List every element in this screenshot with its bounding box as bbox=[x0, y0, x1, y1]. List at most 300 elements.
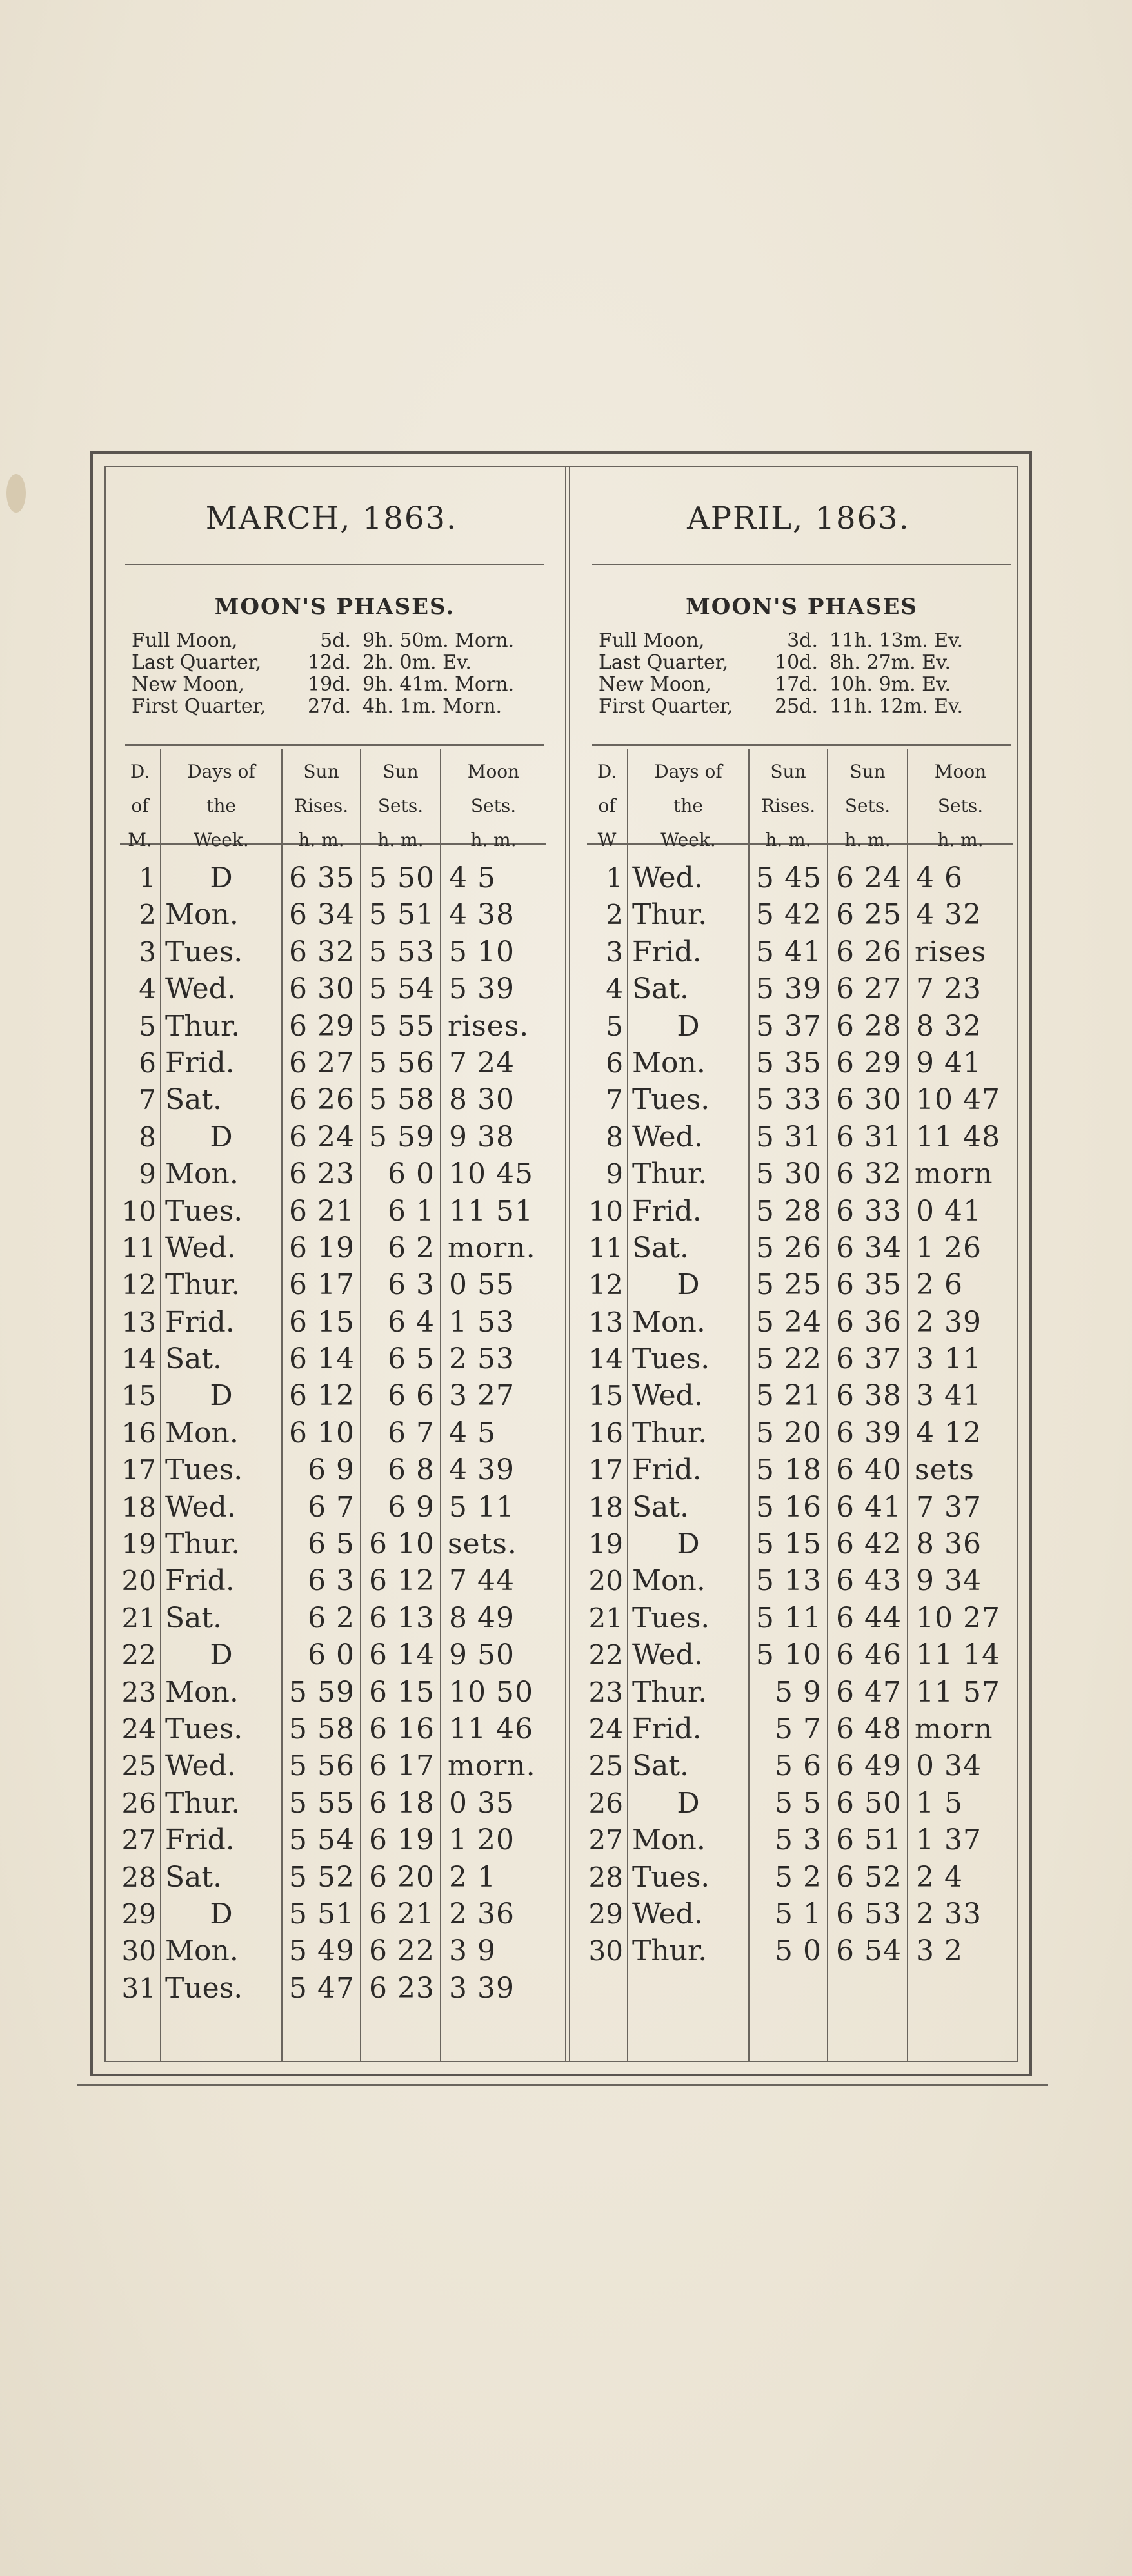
moon-set-time: morn. bbox=[448, 1231, 536, 1264]
sun-set-time: 6 20 bbox=[369, 1860, 435, 1894]
moon-set-time: 9 34 bbox=[916, 1564, 982, 1598]
day-number: 15 bbox=[121, 1380, 156, 1412]
weekday: D bbox=[677, 1528, 700, 1561]
moon-set-time: 2 53 bbox=[449, 1342, 515, 1376]
sun-rise-time: 5 11 bbox=[756, 1601, 822, 1635]
weekday: D bbox=[210, 861, 233, 894]
moon-set-time: 2 33 bbox=[916, 1897, 982, 1931]
weekday: D bbox=[677, 1268, 700, 1302]
phase-time: 8h. 27m. Ev. bbox=[829, 651, 951, 674]
sun-rise-time: 5 33 bbox=[756, 1083, 822, 1117]
moon-set-time: 8 30 bbox=[449, 1083, 515, 1117]
sun-rise-time: 6 34 bbox=[289, 898, 355, 932]
sun-rise-time-column bbox=[283, 845, 361, 2061]
sun-rise-time: 5 24 bbox=[756, 1305, 822, 1339]
sun-set-time: 6 6 bbox=[388, 1379, 435, 1413]
header-line: the bbox=[206, 795, 236, 816]
moon-set-time: 3 41 bbox=[916, 1379, 982, 1413]
day-number: 28 bbox=[121, 1861, 156, 1893]
header-line: Week. bbox=[660, 829, 716, 850]
sun-set-time: 6 33 bbox=[836, 1194, 902, 1228]
sun-set-time: 5 51 bbox=[369, 898, 435, 932]
sun-rise-time: 5 25 bbox=[756, 1268, 822, 1302]
day-number: 15 bbox=[588, 1380, 623, 1412]
almanac-frame bbox=[90, 451, 1032, 2076]
day-number: 10 bbox=[121, 1195, 156, 1227]
weekday-header bbox=[628, 749, 750, 850]
day-number: 12 bbox=[121, 1269, 156, 1301]
header-line: h. m. bbox=[765, 829, 811, 850]
sun-rise-time: 5 41 bbox=[756, 935, 822, 968]
moon-set-time: rises. bbox=[448, 1009, 530, 1043]
weekday: Thur. bbox=[632, 1157, 708, 1191]
page-bottom-rule bbox=[77, 2084, 1048, 2086]
sun-set-time: 6 46 bbox=[836, 1638, 902, 1672]
moon-set-time: 4 32 bbox=[916, 898, 982, 932]
moon-set-time: 1 20 bbox=[449, 1824, 515, 1857]
sun-rise-time: 5 31 bbox=[756, 1120, 822, 1154]
sun-rise-time: 5 49 bbox=[289, 1934, 355, 1968]
weekday: Thur. bbox=[632, 1675, 708, 1709]
day-number-column bbox=[120, 845, 161, 2061]
sun-set-time: 5 50 bbox=[369, 861, 435, 894]
calendar-table bbox=[120, 749, 546, 2061]
sun-rise-time: 5 3 bbox=[775, 1824, 822, 1857]
moon-set-time: 0 55 bbox=[449, 1268, 515, 1302]
moon-set-time: 5 10 bbox=[449, 935, 515, 968]
sun-set-time: 6 42 bbox=[836, 1528, 902, 1561]
moon-set-time: 10 47 bbox=[916, 1083, 1000, 1117]
moon-set-time: 9 38 bbox=[449, 1120, 515, 1154]
sun-sets-header bbox=[828, 749, 908, 850]
day-number: 20 bbox=[588, 1565, 623, 1597]
weekday: Wed. bbox=[632, 1638, 703, 1672]
moon-set-time: 11 48 bbox=[916, 1120, 1000, 1154]
moon-set-time: 3 11 bbox=[916, 1342, 982, 1376]
sun-set-time: 6 50 bbox=[836, 1786, 902, 1820]
weekday: Tues. bbox=[165, 1453, 243, 1487]
phase-name: Last Quarter, bbox=[132, 651, 262, 674]
header-line: Moon bbox=[934, 761, 987, 782]
weekday: Tues. bbox=[632, 1860, 710, 1894]
sun-set-time: 6 1 bbox=[388, 1194, 435, 1228]
weekday: Wed. bbox=[165, 1231, 236, 1264]
weekday: Tues. bbox=[165, 1712, 243, 1745]
sun-set-time: 6 21 bbox=[369, 1897, 435, 1931]
month-april bbox=[573, 467, 1024, 2061]
sun-set-time: 6 14 bbox=[369, 1638, 435, 1672]
day-number: 27 bbox=[588, 1824, 623, 1856]
moon-set-time: 10 45 bbox=[449, 1157, 533, 1191]
day-number: 28 bbox=[588, 1861, 623, 1893]
paper-stain bbox=[6, 474, 26, 513]
sun-rise-time: 6 0 bbox=[308, 1638, 355, 1672]
weekday: Wed. bbox=[632, 1897, 703, 1931]
weekday: Sat. bbox=[165, 1601, 223, 1635]
header-line: of bbox=[598, 795, 616, 816]
phase-day: 25d. bbox=[775, 695, 818, 718]
moon-set-time: 7 37 bbox=[916, 1490, 982, 1524]
moon-set-time: 11 51 bbox=[449, 1194, 533, 1228]
day-number: 6 bbox=[606, 1047, 623, 1079]
weekday: Sat. bbox=[632, 972, 690, 1006]
weekday: Frid. bbox=[165, 1305, 235, 1339]
sun-rise-time: 6 32 bbox=[289, 935, 355, 968]
sun-rise-time: 6 2 bbox=[308, 1601, 355, 1635]
day-number: 3 bbox=[139, 936, 156, 968]
sun-rise-time: 5 51 bbox=[289, 1897, 355, 1931]
day-number: 7 bbox=[606, 1084, 623, 1116]
moon-set-time: morn bbox=[915, 1712, 993, 1745]
sun-set-time: 6 54 bbox=[836, 1934, 902, 1968]
phase-day: 5d. bbox=[320, 629, 351, 652]
sun-set-time: 6 3 bbox=[388, 1268, 435, 1302]
weekday: Thur. bbox=[632, 1416, 708, 1450]
header-line: M. bbox=[128, 829, 152, 850]
sun-set-time: 6 24 bbox=[836, 861, 902, 894]
sun-rise-time: 6 14 bbox=[289, 1342, 355, 1376]
weekday: Mon. bbox=[632, 1046, 706, 1079]
moon-set-time: 0 34 bbox=[916, 1749, 982, 1783]
sun-set-time: 6 18 bbox=[369, 1786, 435, 1820]
sun-set-time: 5 54 bbox=[369, 972, 435, 1006]
weekday: Wed. bbox=[165, 1490, 236, 1524]
sun-set-time: 6 27 bbox=[836, 972, 902, 1006]
day-number: 24 bbox=[588, 1713, 623, 1745]
weekday: Sat. bbox=[632, 1231, 690, 1264]
sun-rise-time: 6 19 bbox=[289, 1231, 355, 1264]
sun-set-time: 6 10 bbox=[369, 1528, 435, 1561]
day-number: 9 bbox=[139, 1158, 156, 1190]
moon-set-time-column bbox=[908, 845, 1013, 2061]
weekday: Mon. bbox=[632, 1824, 706, 1857]
day-of-month-header bbox=[587, 749, 628, 850]
weekday: Thur. bbox=[165, 1009, 241, 1043]
sun-set-time: 6 52 bbox=[836, 1860, 902, 1894]
sun-rise-time: 5 21 bbox=[756, 1379, 822, 1413]
day-number: 9 bbox=[606, 1158, 623, 1190]
sun-rise-time: 5 9 bbox=[775, 1675, 822, 1709]
phase-day: 27d. bbox=[308, 695, 351, 718]
sun-set-time: 5 55 bbox=[369, 1009, 435, 1043]
weekday: Sat. bbox=[165, 1860, 223, 1894]
sun-set-time: 6 40 bbox=[836, 1453, 902, 1487]
phase-name: New Moon, bbox=[132, 673, 244, 696]
phase-day: 3d. bbox=[787, 629, 818, 652]
day-number: 8 bbox=[606, 1121, 623, 1153]
day-number: 2 bbox=[139, 899, 156, 931]
weekday: Thur. bbox=[165, 1268, 241, 1302]
day-number: 22 bbox=[588, 1639, 623, 1671]
sun-set-time: 6 5 bbox=[388, 1342, 435, 1376]
day-number: 19 bbox=[588, 1528, 623, 1560]
sun-rise-time: 6 15 bbox=[289, 1305, 355, 1339]
header-line: the bbox=[673, 795, 703, 816]
weekday: Frid. bbox=[632, 1194, 702, 1228]
sun-set-time: 6 31 bbox=[836, 1120, 902, 1154]
weekday: Frid. bbox=[165, 1046, 235, 1079]
moon-set-time: 1 37 bbox=[916, 1824, 982, 1857]
day-number: 4 bbox=[139, 973, 156, 1005]
moon-set-time: 7 44 bbox=[449, 1564, 515, 1598]
day-number: 29 bbox=[588, 1898, 623, 1930]
weekday: Tues. bbox=[632, 1601, 710, 1635]
header-line: W bbox=[597, 829, 617, 850]
moon-phase-row bbox=[592, 652, 1011, 674]
weekday: Wed. bbox=[165, 1749, 236, 1783]
phase-time: 9h. 41m. Morn. bbox=[362, 673, 515, 696]
phase-name: Full Moon, bbox=[132, 629, 238, 652]
month-title: APRIL, 1863. bbox=[687, 500, 910, 536]
moon-set-time: 8 32 bbox=[916, 1009, 982, 1043]
sun-set-time: 6 44 bbox=[836, 1601, 902, 1635]
phase-name: First Quarter, bbox=[132, 695, 266, 718]
phase-name: Full Moon, bbox=[599, 629, 705, 652]
sun-set-time: 6 51 bbox=[836, 1824, 902, 1857]
sun-rise-time: 5 7 bbox=[775, 1712, 822, 1745]
moon-set-time: 2 4 bbox=[916, 1860, 963, 1894]
weekday: D bbox=[677, 1786, 700, 1820]
sun-set-time: 6 35 bbox=[836, 1268, 902, 1302]
header-line: Sets. bbox=[937, 795, 984, 816]
weekday: D bbox=[210, 1120, 233, 1154]
phase-time: 11h. 13m. Ev. bbox=[829, 629, 964, 652]
sun-set-time: 6 9 bbox=[388, 1490, 435, 1524]
sun-rise-time: 6 10 bbox=[289, 1416, 355, 1450]
moon-set-time: 4 5 bbox=[449, 861, 496, 894]
day-number: 6 bbox=[139, 1047, 156, 1079]
sun-rise-time: 5 56 bbox=[289, 1749, 355, 1783]
sun-rise-time: 5 39 bbox=[756, 972, 822, 1006]
moon-set-time: 0 41 bbox=[916, 1194, 982, 1228]
header-line: Sun bbox=[303, 761, 339, 782]
sun-rise-time: 5 1 bbox=[775, 1897, 822, 1931]
sun-rise-time: 6 12 bbox=[289, 1379, 355, 1413]
day-number: 24 bbox=[121, 1713, 156, 1745]
weekday: D bbox=[677, 1009, 700, 1043]
moon-set-time: 1 53 bbox=[449, 1305, 515, 1339]
sun-rise-time: 5 28 bbox=[756, 1194, 822, 1228]
title-rule bbox=[125, 564, 544, 565]
day-number: 29 bbox=[121, 1898, 156, 1930]
moon-set-time: 9 50 bbox=[449, 1638, 515, 1672]
weekday-header bbox=[161, 749, 283, 850]
moon-phase-row bbox=[592, 696, 1011, 718]
sun-rise-time: 5 2 bbox=[775, 1860, 822, 1894]
table-body bbox=[587, 845, 1013, 2061]
header-line: h. m. bbox=[844, 829, 891, 850]
day-number: 21 bbox=[588, 1602, 623, 1634]
moon-phase-row bbox=[592, 630, 1011, 652]
moon-phases-box bbox=[592, 573, 1011, 746]
header-line: Rises. bbox=[293, 795, 349, 816]
day-number: 25 bbox=[121, 1750, 156, 1782]
sun-sets-header bbox=[361, 749, 441, 850]
table-body bbox=[120, 845, 546, 2061]
sun-set-time: 6 43 bbox=[836, 1564, 902, 1598]
sun-rise-time: 5 47 bbox=[289, 1971, 355, 2005]
moon-phase-row bbox=[125, 674, 544, 696]
moon-set-time: 4 6 bbox=[916, 861, 963, 894]
sun-set-time: 6 15 bbox=[369, 1675, 435, 1709]
sun-rise-time: 5 0 bbox=[775, 1934, 822, 1968]
phase-day: 17d. bbox=[775, 673, 818, 696]
weekday: Frid. bbox=[165, 1564, 235, 1598]
phase-name: Last Quarter, bbox=[599, 651, 729, 674]
sun-rise-time: 5 30 bbox=[756, 1157, 822, 1191]
header-line: Sets. bbox=[844, 795, 891, 816]
sun-set-time: 6 30 bbox=[836, 1083, 902, 1117]
weekday: Mon. bbox=[165, 1157, 239, 1191]
sun-rise-time: 6 26 bbox=[289, 1083, 355, 1117]
header-line: Moon bbox=[467, 761, 520, 782]
calendar-table bbox=[587, 749, 1013, 2061]
moon-phases-heading: MOON'S PHASES bbox=[686, 594, 918, 620]
sun-rise-time: 6 7 bbox=[308, 1490, 355, 1524]
moon-set-time: 10 27 bbox=[916, 1601, 1000, 1635]
header-line: h. m. bbox=[298, 829, 344, 850]
sun-set-time: 6 16 bbox=[369, 1712, 435, 1745]
weekday: Frid. bbox=[632, 1712, 702, 1745]
moon-set-time: 7 24 bbox=[449, 1046, 515, 1079]
sun-set-time: 6 0 bbox=[388, 1157, 435, 1191]
weekday: Tues. bbox=[632, 1083, 710, 1117]
sun-set-time: 6 8 bbox=[388, 1453, 435, 1487]
sun-rise-time: 5 26 bbox=[756, 1231, 822, 1264]
sun-rise-time: 5 20 bbox=[756, 1416, 822, 1450]
day-number: 26 bbox=[588, 1787, 623, 1819]
weekday: Tues. bbox=[165, 1971, 243, 2005]
sun-set-time: 6 25 bbox=[836, 898, 902, 932]
day-number: 18 bbox=[588, 1491, 623, 1523]
sun-rise-time: 5 37 bbox=[756, 1009, 822, 1043]
sun-set-time: 6 34 bbox=[836, 1231, 902, 1264]
sun-set-time: 6 7 bbox=[388, 1416, 435, 1450]
weekday: Sat. bbox=[165, 1342, 223, 1376]
moon-set-time: sets bbox=[915, 1453, 975, 1487]
month-title: MARCH, 1863. bbox=[205, 500, 458, 536]
header-line: h. m. bbox=[937, 829, 984, 850]
weekday: Mon. bbox=[165, 1416, 239, 1450]
sun-rise-time: 6 17 bbox=[289, 1268, 355, 1302]
day-number: 31 bbox=[121, 1972, 156, 2004]
day-number: 30 bbox=[588, 1935, 623, 1967]
moon-set-time: sets. bbox=[448, 1528, 517, 1561]
day-number: 8 bbox=[139, 1121, 156, 1153]
moon-set-time: 0 35 bbox=[449, 1786, 515, 1820]
almanac-inner-frame bbox=[104, 466, 1018, 2062]
sun-set-time: 6 39 bbox=[836, 1416, 902, 1450]
header-line: Sun bbox=[770, 761, 806, 782]
sun-rise-time: 6 9 bbox=[308, 1453, 355, 1487]
weekday: Frid. bbox=[165, 1824, 235, 1857]
moon-phases-box bbox=[125, 573, 544, 746]
header-line: D. bbox=[130, 761, 150, 782]
phase-time: 9h. 50m. Morn. bbox=[362, 629, 515, 652]
header-line: of bbox=[131, 795, 149, 816]
center-divider bbox=[565, 467, 570, 2061]
day-number: 26 bbox=[121, 1787, 156, 1819]
sun-set-time: 6 38 bbox=[836, 1379, 902, 1413]
moon-phase-row bbox=[125, 696, 544, 718]
month-march bbox=[106, 467, 557, 2061]
moon-set-time: 11 14 bbox=[916, 1638, 1000, 1672]
day-number: 5 bbox=[139, 1010, 156, 1042]
sun-rise-time: 6 21 bbox=[289, 1194, 355, 1228]
day-number: 23 bbox=[121, 1676, 156, 1708]
sun-rise-time: 5 10 bbox=[756, 1638, 822, 1672]
sun-set-time: 6 32 bbox=[836, 1157, 902, 1191]
sun-rise-time: 5 16 bbox=[756, 1490, 822, 1524]
day-of-month-header bbox=[120, 749, 161, 850]
weekday: Mon. bbox=[165, 898, 239, 932]
weekday: Wed. bbox=[165, 972, 236, 1006]
weekday: Sat. bbox=[165, 1083, 223, 1117]
day-number: 18 bbox=[121, 1491, 156, 1523]
day-number: 13 bbox=[121, 1306, 156, 1338]
header-line: Week. bbox=[194, 829, 249, 850]
day-number: 2 bbox=[606, 899, 623, 931]
phase-name: First Quarter, bbox=[599, 695, 733, 718]
sun-rise-time: 6 29 bbox=[289, 1009, 355, 1043]
sun-set-time: 6 41 bbox=[836, 1490, 902, 1524]
moon-set-time: 1 26 bbox=[916, 1231, 982, 1264]
day-number: 17 bbox=[588, 1454, 623, 1486]
day-number: 11 bbox=[588, 1232, 623, 1264]
moon-set-time-column bbox=[441, 845, 546, 2061]
sun-rise-time: 5 55 bbox=[289, 1786, 355, 1820]
sun-set-time: 6 49 bbox=[836, 1749, 902, 1783]
moon-set-time: 4 12 bbox=[916, 1416, 982, 1450]
header-line: h. m. bbox=[470, 829, 517, 850]
weekday: Thur. bbox=[632, 1934, 708, 1968]
moon-set-time: 11 57 bbox=[916, 1675, 1000, 1709]
moon-set-time: 7 23 bbox=[916, 972, 982, 1006]
phase-time: 2h. 0m. Ev. bbox=[362, 651, 472, 674]
day-number-column bbox=[587, 845, 628, 2061]
sun-rise-time: 6 23 bbox=[289, 1157, 355, 1191]
sun-rise-time: 5 58 bbox=[289, 1712, 355, 1745]
day-number: 21 bbox=[121, 1602, 156, 1634]
moon-sets-header bbox=[441, 749, 546, 850]
day-number: 27 bbox=[121, 1824, 156, 1856]
sun-set-time: 6 47 bbox=[836, 1675, 902, 1709]
weekday: Frid. bbox=[632, 1453, 702, 1487]
sun-rise-time: 6 24 bbox=[289, 1120, 355, 1154]
day-number: 17 bbox=[121, 1454, 156, 1486]
sun-rise-time: 5 59 bbox=[289, 1675, 355, 1709]
day-number: 1 bbox=[139, 862, 156, 894]
sun-set-time: 6 26 bbox=[836, 935, 902, 968]
weekday: D bbox=[210, 1897, 233, 1931]
day-number: 20 bbox=[121, 1565, 156, 1597]
weekday: Thur. bbox=[165, 1786, 241, 1820]
weekday: D bbox=[210, 1379, 233, 1413]
sun-set-time: 6 13 bbox=[369, 1601, 435, 1635]
weekday: Mon. bbox=[632, 1564, 706, 1598]
day-number: 14 bbox=[121, 1343, 156, 1375]
weekday: Mon. bbox=[165, 1675, 239, 1709]
day-number: 13 bbox=[588, 1306, 623, 1338]
moon-set-time: 3 27 bbox=[449, 1379, 515, 1413]
day-number: 23 bbox=[588, 1676, 623, 1708]
moon-set-time: 4 38 bbox=[449, 898, 515, 932]
moon-set-time: 8 49 bbox=[449, 1601, 515, 1635]
table-header bbox=[120, 749, 546, 850]
sun-rise-time: 6 30 bbox=[289, 972, 355, 1006]
sun-set-time: 6 29 bbox=[836, 1046, 902, 1079]
moon-set-time: 11 46 bbox=[449, 1712, 533, 1745]
